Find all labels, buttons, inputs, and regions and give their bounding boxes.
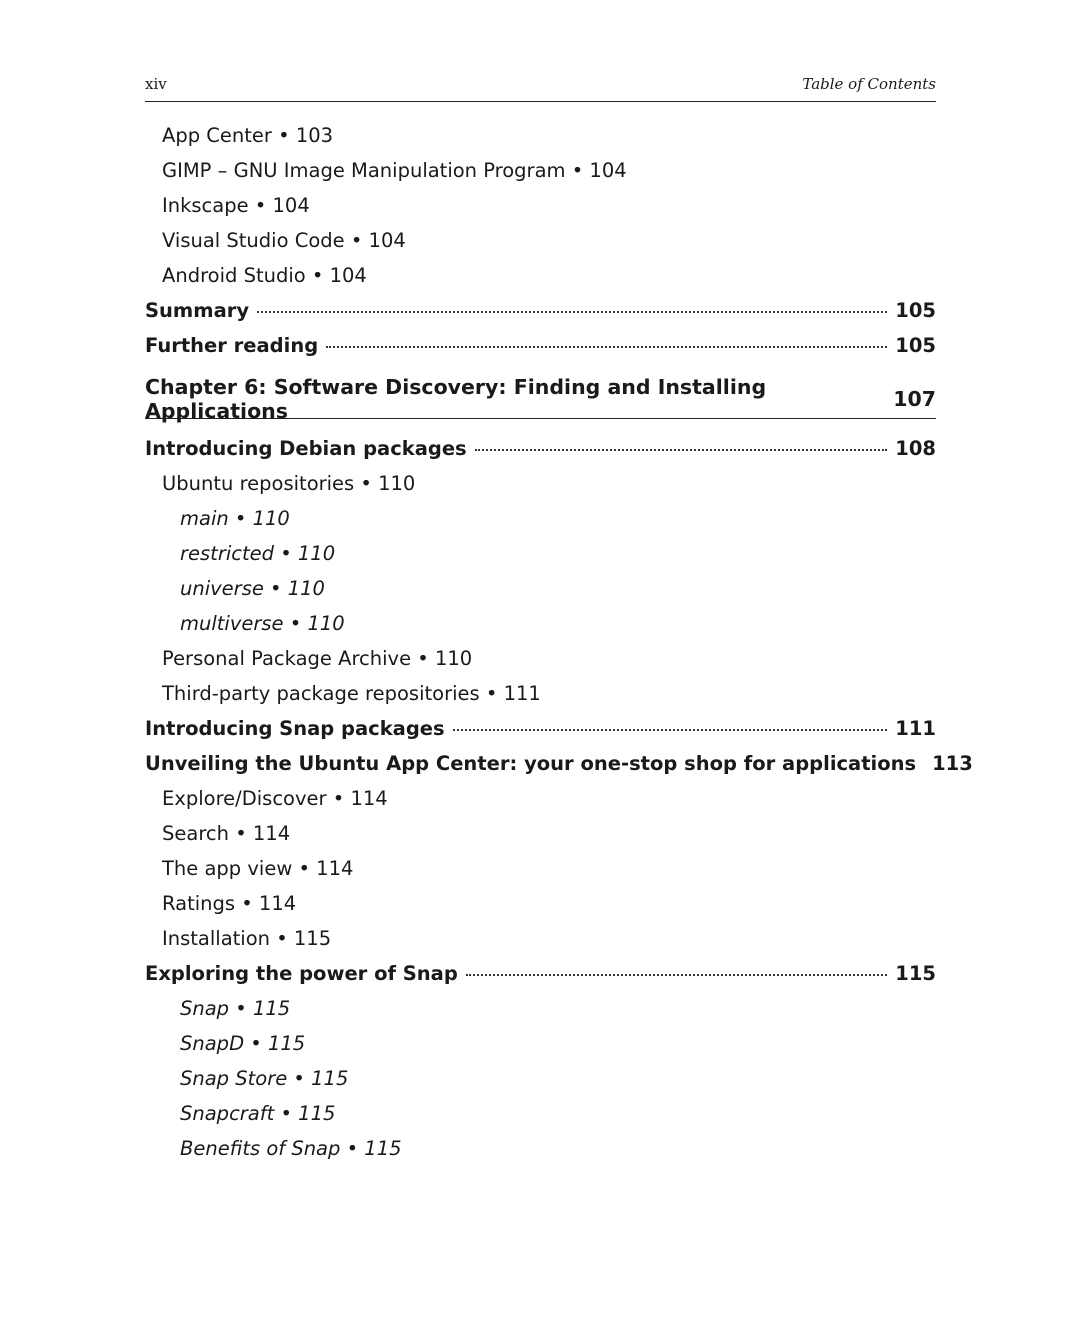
toc-entry-page: 115 bbox=[895, 962, 936, 985]
toc-subsection-entry[interactable]: Android Studio • 104 bbox=[162, 264, 367, 287]
toc-subsection-entry[interactable]: Third-party package repositories • 111 bbox=[162, 682, 541, 705]
toc-subsubsection-entry[interactable]: Snap • 115 bbox=[180, 997, 291, 1020]
toc-chapter-group bbox=[145, 431, 973, 1166]
table-of-contents bbox=[145, 118, 973, 1166]
toc-subsubsection-entry[interactable]: SnapD • 115 bbox=[180, 1032, 306, 1055]
toc-subsubsection-entry[interactable]: multiverse • 110 bbox=[180, 612, 345, 635]
page-number: xiv bbox=[145, 75, 167, 93]
toc-entry-title: Summary bbox=[145, 299, 250, 322]
toc-entry-title: Further reading bbox=[145, 334, 319, 357]
toc-subsection-entry[interactable]: Visual Studio Code • 104 bbox=[162, 229, 406, 252]
toc-section-entry[interactable] bbox=[145, 746, 973, 781]
dot-leader bbox=[466, 974, 887, 976]
toc-section-entry[interactable] bbox=[145, 956, 936, 991]
chapter-heading[interactable] bbox=[145, 375, 936, 423]
page-header bbox=[145, 73, 936, 102]
toc-entry-page: 113 bbox=[932, 752, 973, 775]
toc-subsubsection-entry[interactable]: Snapcraft • 115 bbox=[180, 1102, 336, 1125]
toc-entry-page: 108 bbox=[895, 437, 936, 460]
toc-subsection-entry[interactable]: GIMP – GNU Image Manipulation Program • 104 bbox=[162, 159, 627, 182]
toc-subsection-entry[interactable]: App Center • 103 bbox=[162, 124, 334, 147]
dot-leader bbox=[257, 311, 887, 313]
toc-section-entry[interactable] bbox=[145, 711, 936, 746]
toc-entry-page: 111 bbox=[895, 717, 936, 740]
toc-subsubsection-entry[interactable]: Benefits of Snap • 115 bbox=[180, 1137, 402, 1160]
toc-subsubsection-entry[interactable]: main • 110 bbox=[180, 507, 290, 530]
toc-entry-title: Unveiling the Ubuntu App Center: your one-stop shop for applications bbox=[145, 752, 917, 775]
toc-subsection-entry[interactable]: Search • 114 bbox=[162, 822, 291, 845]
toc-subsection-entry[interactable]: Inkscape • 104 bbox=[162, 194, 310, 217]
toc-subsection-entry[interactable]: Personal Package Archive • 110 bbox=[162, 647, 473, 670]
toc-entry-page: 105 bbox=[895, 334, 936, 357]
toc-subsection-entry[interactable]: Installation • 115 bbox=[162, 927, 332, 950]
dot-leader bbox=[475, 449, 888, 451]
toc-entry-title: Introducing Snap packages bbox=[145, 717, 445, 740]
chapter-page: 107 bbox=[893, 387, 936, 411]
toc-subsubsection-entry[interactable]: restricted • 110 bbox=[180, 542, 336, 565]
toc-section-entry[interactable] bbox=[145, 431, 936, 466]
toc-subsubsection-entry[interactable]: Snap Store • 115 bbox=[180, 1067, 349, 1090]
dot-leader bbox=[453, 729, 888, 731]
toc-entry-title: Introducing Debian packages bbox=[145, 437, 467, 460]
toc-subsubsection-entry[interactable]: universe • 110 bbox=[180, 577, 325, 600]
toc-subsection-entry[interactable]: Explore/Discover • 114 bbox=[162, 787, 388, 810]
dot-leader bbox=[326, 346, 887, 348]
running-title: Table of Contents bbox=[802, 75, 936, 93]
toc-section-entry[interactable] bbox=[145, 293, 936, 328]
chapter-title: Chapter 6: Software Discovery: Finding and Installing Applications bbox=[145, 375, 767, 423]
toc-subsection-entry[interactable]: The app view • 114 bbox=[162, 857, 354, 880]
toc-entry-title: Exploring the power of Snap bbox=[145, 962, 458, 985]
toc-subsection-entry[interactable]: Ubuntu repositories • 110 bbox=[162, 472, 416, 495]
toc-section-entry[interactable] bbox=[145, 328, 936, 363]
toc-top-group bbox=[145, 118, 936, 363]
toc-entry-page: 105 bbox=[895, 299, 936, 322]
toc-subsection-entry[interactable]: Ratings • 114 bbox=[162, 892, 297, 915]
